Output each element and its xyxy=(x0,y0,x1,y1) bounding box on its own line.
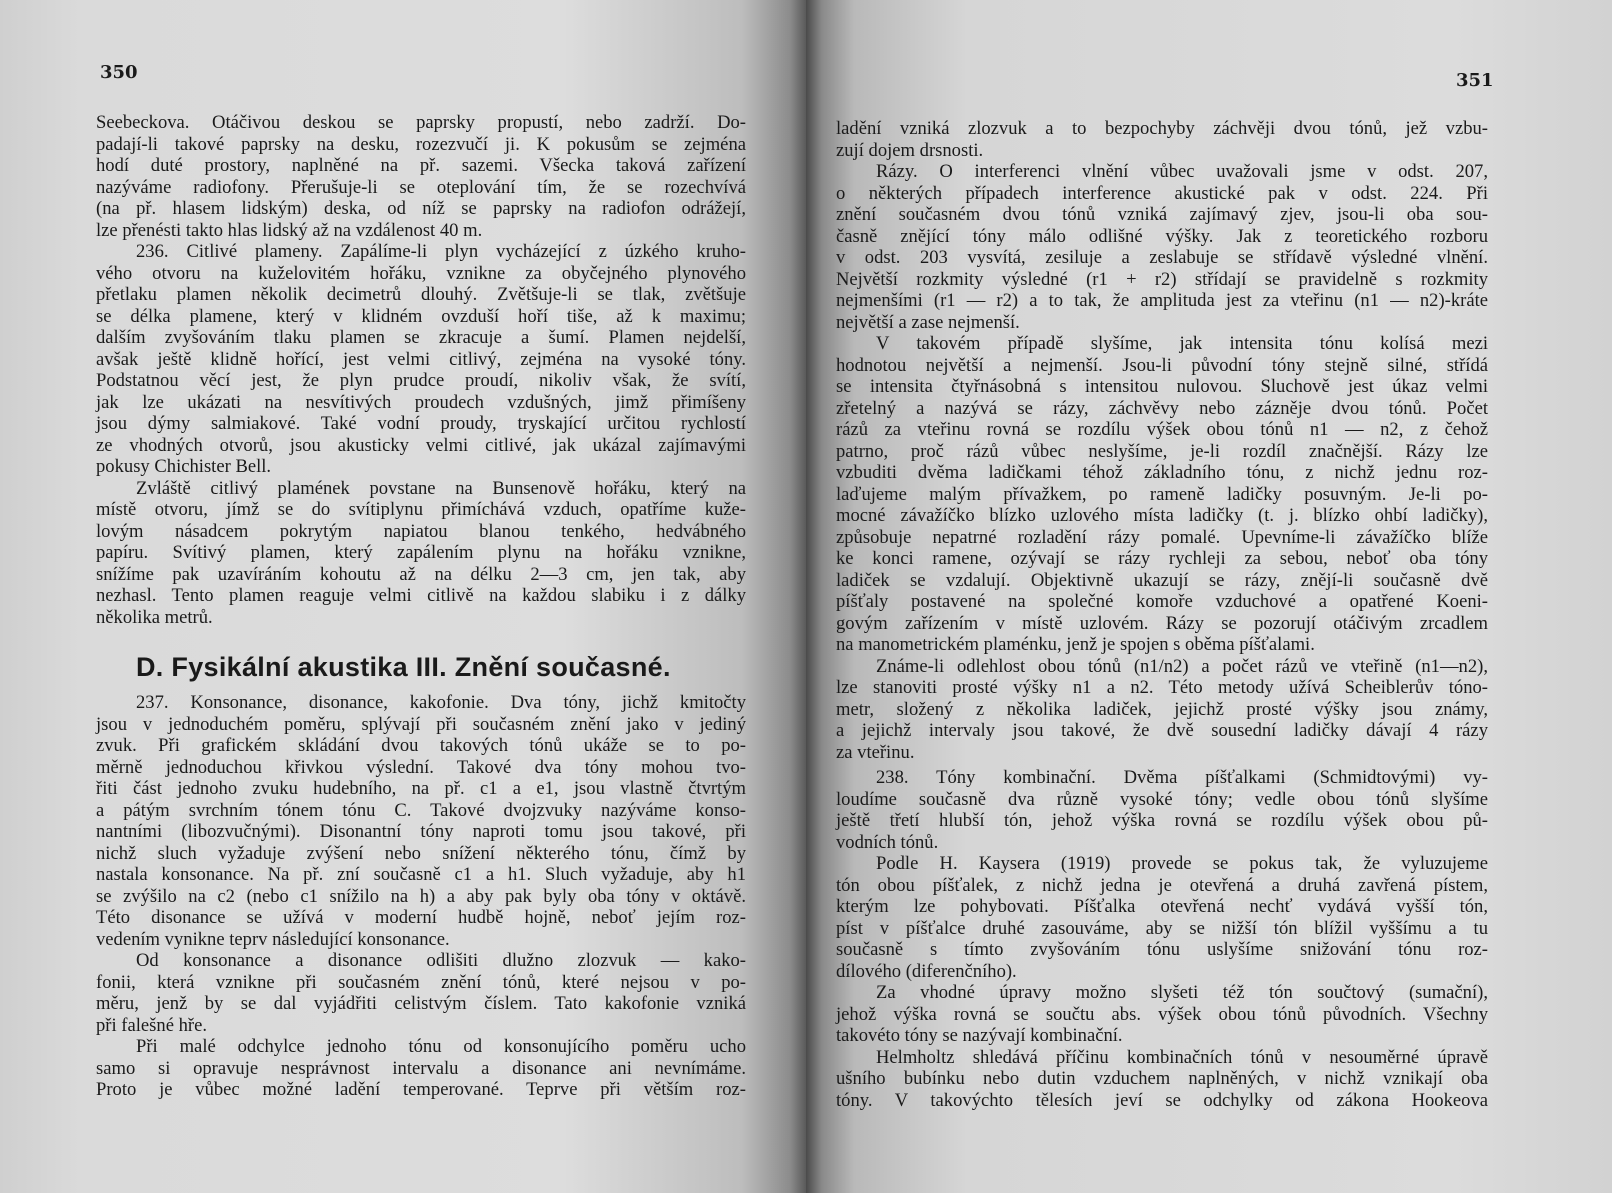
text-line: lze stanoviti prosté výšky n1 a n2. Této metody užívá Scheiblerův tóno- xyxy=(836,677,1488,698)
text-line: snížíme pak uzavíráním kohoutu až na délku 2—3 cm, jen tak, aby xyxy=(96,563,746,585)
text-line: zřetelný a nazývá se rázy, záchvěvy nebo zázněje dvou tónů. Počet xyxy=(836,397,1488,419)
text-line: a pátým svrchním tónem tónu C. Takové dvojzvuky nazýváme konso- xyxy=(96,799,746,821)
text-line: hodí duté prostory, naplněné na př. sazemi. Všecka taková zařízení xyxy=(96,155,746,176)
text-line: nazýváme radiofony. Přerušuje-li se oteplování tím, že se rozechvívá xyxy=(96,176,746,198)
text-line: nastala konsonance. Na př. zní současně c1 a h1. Sluch vyžaduje, aby h1 xyxy=(96,864,746,885)
text-line: na manometrickém plaménku, jenž je spojen s oběma píšťalami. xyxy=(836,634,1315,655)
text-line: lze přenésti takto hlas lidský až na vzdálenost 40 m. xyxy=(96,219,483,241)
text-line: několika metrů. xyxy=(96,606,213,628)
text-line: Od konsonance a disonance odlišiti dlužno zlozvuk — kako- xyxy=(136,950,746,971)
text-line: za vteřinu. xyxy=(836,741,915,763)
text-line: hodnotou největší a nejmenší. Jsou-li původní tóny stejně silné, střídá xyxy=(836,354,1488,376)
text-line: se intensita čtyřnásobná s intensitou nulovou. Sluchově jest úkaz velmi xyxy=(836,376,1488,397)
text-line: mocné závažíčko blízko uzlového místa ladičky (t. j. blízko ohbí ladičky), xyxy=(836,505,1488,526)
text-line: padají-li takové paprsky na desku, rozezvučí ji. K pokusům se zejména xyxy=(96,133,746,155)
text-line: vodních tónů. xyxy=(836,831,939,853)
text-line: Této disonance se užívá v moderní hudbě hojně, neboť jejím roz- xyxy=(96,907,746,928)
text-line: Největší rozkmity výsledné (r1 + r2) střídají se pravidelně s rozkmity xyxy=(836,268,1488,290)
text-line: Proto je vůbec možné ladění temperované. Teprve při větším roz- xyxy=(96,1079,746,1100)
right-page xyxy=(806,0,1612,1193)
text-line: píšťaly postavené na společné komoře vzduchové a opatřené Koeni- xyxy=(836,591,1488,612)
text-line: ušního bubínku nebo dutin vzduchem naplněných, v nichž vznikají oba xyxy=(836,1068,1488,1089)
text-line: vedením vynikne teprv následující konsonance. xyxy=(96,928,450,950)
text-line: a jejichž intervaly jsou takové, že dvě sousední ladičky dávají 4 rázy xyxy=(836,720,1488,741)
text-line: zvuk. Při grafickém skládání dvou takových tónů ukáže se to po- xyxy=(96,735,746,756)
text-line: Rázy. O interferenci vlnění vůbec uvažovali jsme v odst. 207, xyxy=(876,161,1488,182)
text-line: jsou dýmy salmiakové. Také vodní proudy, tryskající určitou rychlostí xyxy=(96,413,746,434)
text-line: tóny. V takovýchto tělesích jeví se odchylky od zákona Hookeova xyxy=(836,1089,1488,1111)
text-line: govým zařízením v místě uzlovém. Rázy se pozorují otáčivým zrcadlem xyxy=(836,612,1488,634)
text-line: ke konci ramene, ozývají se rázy rychleji za sebou, neboť oba tóny xyxy=(836,548,1488,569)
text-line: nichž sluch vyžaduje zvýšení nebo snížení některého tónu, čímž by xyxy=(96,842,746,864)
text-line: při falešné hře. xyxy=(96,1014,207,1036)
text-line: pokusy Chichister Bell. xyxy=(96,456,272,477)
text-line: měru, jenž by se dal vyjádřiti celistvým číslem. Tato kakofonie vzniká xyxy=(96,993,746,1014)
text-line: vého otvoru na kuželovitém hořáku, vznikne za obyčejného plynového xyxy=(96,262,746,284)
text-line: nejmenšími (r1 — r2) a to tak, že amplituda jest za vteřinu (n1 — n2)-kráte xyxy=(836,290,1488,311)
text-line: v odst. 203 vysvítá, zesiluje a zeslabuje se střídavě výsledné vlnění. xyxy=(836,247,1488,268)
text-line: Podle H. Kaysera (1919) provede se pokus tak, že vyluzujeme xyxy=(876,853,1488,874)
text-line: ještě třetí hlubší tón, jehož výška rovná se rozdílu výšek obou pů- xyxy=(836,810,1488,831)
text-line: nezhasl. Tento plamen reaguje velmi citlivě na každou slabiku i z dálky xyxy=(96,585,746,606)
text-line: Při malé odchylce jednoho tónu od konsonujícího poměru ucho xyxy=(136,1036,746,1057)
text-line: nantními (libozvučnými). Disonantní tóny naproti tomu jsou takové, při xyxy=(96,821,746,842)
text-line: dílového (diferenčního). xyxy=(836,960,1017,982)
page-number: 350 xyxy=(100,62,138,83)
text-line: Podstatnou věcí jest, že plyn prudce proudí, nikoliv však, že svítí, xyxy=(96,370,746,391)
text-line: Za vhodné úpravy možno slyšeti též tón součtový (sumační), xyxy=(876,982,1488,1003)
text-line: ladění vzniká zlozvuk a to bezpochyby záchvěji dvou tónů, jež vzbu- xyxy=(836,118,1488,139)
text-line: jehož výška rovná se součtu abs. výšek obou tónů původních. Všechny xyxy=(836,1003,1488,1025)
text-line: zují dojem drsnosti. xyxy=(836,139,984,161)
text-line: znění současném dvou tónů vzniká zajímavý zjev, jsou-li oba sou- xyxy=(836,204,1488,225)
text-line: vzbuditi dvěma ladičkami téhož základního tónu, z nichž jednu roz- xyxy=(836,462,1488,483)
text-line: jsou v jednoduchém poměru, splývají při současném znění jako v jediný xyxy=(96,713,746,735)
chapter-heading: D. Fysikální akustika III. Znění současné. xyxy=(136,652,671,682)
text-line: (na př. hlasem lidským) deska, od níž se paprsky na radiofon odrážejí, xyxy=(96,198,746,219)
text-line: píst v píšťalce druhé zasouváme, aby se nižší tón blížil vyššímu a tu xyxy=(836,917,1488,939)
text-line: Zvláště citlivý plamének povstane na Bunsenově hořáku, který na xyxy=(136,477,746,499)
text-line: papíru. Svítivý plamen, který zapálením plynu na hořáku vznikne, xyxy=(96,542,746,563)
text-line: loudíme současně dva různě vysoké tóny; vedle obou tónů slyšíme xyxy=(836,788,1488,810)
text-line: patrno, proč rázů vůbec neslyšíme, je-li rozdíl značnější. Rázy lze xyxy=(836,440,1488,462)
text-line: místě otvoru, jímž se do svítiplynu přimíchává vzduch, opatříme kuže- xyxy=(96,499,746,520)
text-line: současně s tímto zvyšováním tónu uslyšíme snižování tónu roz- xyxy=(836,939,1488,960)
text-line: laďujeme malým přívažkem, po rameně ladičky posuvným. Je-li po- xyxy=(836,483,1488,505)
page-number: 351 xyxy=(1456,70,1494,91)
text-line: ze vhodných otvorů, jsou akusticky velmi citlivé, jak ukázal zajímavými xyxy=(96,434,746,456)
text-line: tón obou píšťalek, z nichž jedna je otevřená a druhá zavřená pístem, xyxy=(836,874,1488,896)
text-line: největší a zase nejmenší. xyxy=(836,311,1020,333)
text-line: lovým násadcem pokrytým napiatou blanou tenkého, hedvábného xyxy=(96,520,746,542)
text-line: kterým lze pohybovati. Píšťalka otevřená nechť vydává vyšší tón, xyxy=(836,896,1488,917)
left-text-column xyxy=(96,112,746,1101)
text-line: o některých případech interference akustické pak v odst. 224. Při xyxy=(836,182,1488,204)
text-line: Seebeckova. Otáčivou deskou se paprsky propustí, nebo zadrží. Do- xyxy=(96,112,746,133)
section-236-start: 236. Citlivé plameny. Zapálíme-li plyn vycházející z úzkého kruho- xyxy=(136,241,746,262)
text-line: způsobuje nepatrné rozladění rázy pomalé. Upevníme-li závažíčko blíže xyxy=(836,526,1488,548)
text-line: ladiček se vzdalují. Objektivně ukazují se rázy, znějí-li současně dvě xyxy=(836,569,1488,591)
text-line: Známe-li odlehlost obou tónů (n1/n2) a počet rázů ve vteřině (n1—n2), xyxy=(876,655,1488,677)
text-line: časně znějící tóny málo odlišné výšky. Jak z teoretického rozboru xyxy=(836,225,1488,247)
text-line: řiti část jednoho zvuku hudebního, na př. c1 a e1, jsou vlastně čtvrtým xyxy=(96,778,746,799)
text-line: měrně jednoduchou křivkou výslední. Takové dva tóny mohou tvo- xyxy=(96,756,746,778)
right-text-column xyxy=(836,118,1488,1111)
text-line: metr, složený z několika ladiček, jejichž prosté výšky jsou známy, xyxy=(836,698,1488,720)
text-line: fonii, která vznikne při současném znění tónů, které nejsou v po- xyxy=(96,971,746,993)
text-line: Helmholtz shledává příčinu kombinačních tónů v nesouměrné úpravě xyxy=(876,1046,1488,1068)
text-line: dalším zvyšováním tlaku plamen se zkracuje a šumí. Plamen nejdelší, xyxy=(96,327,746,348)
text-line: se zvýšilo na c2 (nebo c1 snížilo na h) a aby pak byly oba tóny v oktávě. xyxy=(96,885,746,907)
section-237-start: 237. Konsonance, disonance, kakofonie. Dva tóny, jichž kmitočty xyxy=(136,692,746,713)
text-line: jak lze ukázati na nesvítivých proudech vzdušných, jimž přimíšeny xyxy=(96,391,746,413)
text-line: avšak ještě klidně hořící, jest velmi citlivý, zejména na vysoké tóny. xyxy=(96,348,746,370)
text-line: samo si opravuje nesprávnost intervalu a disonance ani nevnímáme. xyxy=(96,1057,746,1079)
text-line: se délka plamene, který v klidném ovzduší hoří tiše, až k maximu; xyxy=(96,305,746,327)
text-line: V takovém případě slyšíme, jak intensita tónu kolísá mezi xyxy=(876,333,1488,354)
text-line: přetlaku plamen několik decimetrů dlouhý. Zvětšuje-li se tlak, zvětšuje xyxy=(96,284,746,305)
section-238-start: 238. Tóny kombinační. Dvěma píšťalkami (Schmidtovými) vy- xyxy=(876,767,1488,788)
text-line: rázů za vteřinu rovná se rozdílu výšek obou tónů n1 — n2, z čehož xyxy=(836,419,1488,440)
text-line: takovéto tóny se nazývají kombinační. xyxy=(836,1025,1123,1046)
